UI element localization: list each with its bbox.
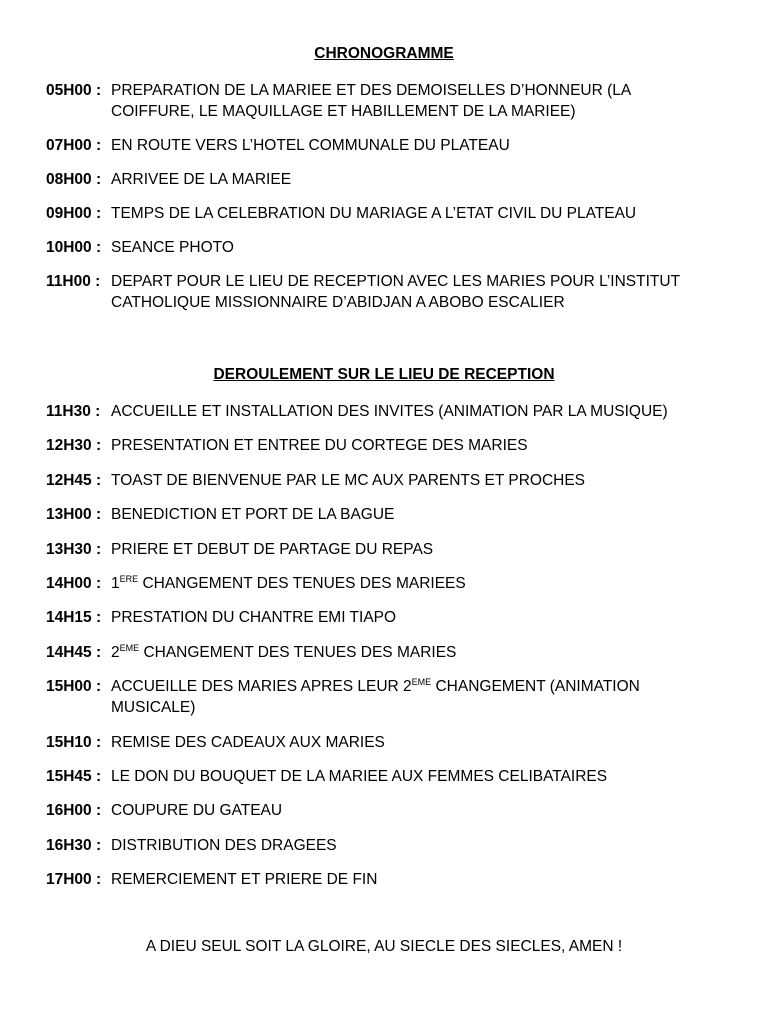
- schedule-entry: [46, 237, 746, 258]
- entry-text: MUSICALE): [111, 699, 196, 717]
- entry-text: PRESTATION DU CHANTRE EMI TIAPO: [111, 609, 397, 627]
- entry-description: [111, 506, 394, 523]
- entry-description: [111, 239, 234, 256]
- entry-time: 05H00 :: [46, 82, 102, 99]
- entry-description: [111, 575, 466, 592]
- reception-entry: [46, 504, 746, 525]
- entry-text: DEPART POUR LE LIEU DE RECEPTION AVEC LES MARIES POUR L’INSTITUT: [111, 273, 681, 290]
- schedule-entry: [46, 135, 746, 156]
- entry-text: ACCUEILLE ET INSTALLATION DES INVITES (ANIMATION PAR LA MUSIQUE): [111, 403, 668, 420]
- entry-description: [111, 802, 282, 819]
- entry-text: EN ROUTE VERS L’HOTEL COMMUNALE DU PLATEAU: [111, 137, 510, 154]
- entry-time: 12H30 :: [46, 437, 102, 455]
- entry-description: [111, 403, 668, 420]
- reception-entry: [46, 732, 746, 753]
- page-title: CHRONOGRAMME: [314, 45, 454, 62]
- reception-entry: [46, 435, 746, 456]
- entry-time: 14H15 :: [46, 609, 102, 627]
- entry-description: [111, 768, 607, 785]
- entry-text: CATHOLIQUE MISSIONNAIRE D’ABIDJAN A ABOBO ESCALIER: [111, 294, 565, 311]
- entry-description: [111, 82, 631, 120]
- entry-time: 14H00 :: [46, 574, 102, 592]
- closing-blessing: A DIEU SEUL SOIT LA GLOIRE, AU SIECLE DES SIECLES, AMEN !: [145, 938, 623, 955]
- entry-description: [111, 734, 385, 751]
- entry-description: [111, 472, 585, 489]
- reception-entry: [46, 642, 746, 663]
- entry-description: [111, 609, 396, 626]
- entry-time: 17H00 :: [46, 871, 102, 889]
- reception-entry: [46, 539, 746, 560]
- entry-time: 11H00 :: [46, 273, 101, 290]
- entry-text: PRIERE ET DEBUT DE PARTAGE DU REPAS: [111, 540, 434, 558]
- entry-description: [111, 678, 640, 716]
- reception-entry: [46, 800, 746, 821]
- entry-description: [111, 137, 510, 154]
- entry-text: CHANGEMENT DES TENUES DES MARIEES: [138, 574, 466, 592]
- reception-entry: [46, 573, 746, 594]
- entry-time: 13H00 :: [46, 506, 102, 524]
- entry-time: 16H30 :: [46, 836, 102, 854]
- entry-time: 09H00 :: [46, 205, 102, 222]
- entry-description: [111, 644, 456, 661]
- entry-time: 08H00 :: [46, 171, 102, 188]
- entry-text: REMISE DES CADEAUX AUX MARIES: [111, 733, 385, 751]
- entry-time: 11H30 :: [46, 403, 101, 420]
- entry-text: LE DON DU BOUQUET DE LA MARIEE AUX FEMMES CELIBATAIRES: [111, 767, 608, 785]
- entry-text: 2: [111, 643, 120, 661]
- reception-entry: [46, 470, 746, 491]
- schedule-list: [46, 80, 746, 326]
- entry-text: COUPURE DU GATEAU: [111, 802, 283, 820]
- entry-description: [111, 437, 528, 454]
- entry-text: PREPARATION DE LA MARIEE ET DES DEMOISELLES D’HONNEUR (LA: [111, 82, 632, 99]
- reception-title: DEROULEMENT SUR LE LIEU DE RECEPTION: [213, 366, 555, 383]
- entry-description: [111, 205, 636, 222]
- entry-description: [111, 273, 680, 311]
- entry-description: [111, 871, 377, 888]
- entry-text: CHANGEMENT DES TENUES DES MARIES: [139, 643, 457, 661]
- schedule-entry: [46, 80, 746, 122]
- entry-time: 15H45 :: [46, 767, 102, 785]
- entry-text: COIFFURE, LE MAQUILLAGE ET HABILLEMENT DE LA MARIEE): [111, 103, 576, 120]
- schedule-entry: [46, 203, 746, 224]
- reception-entry: [46, 766, 746, 787]
- entry-text: SEANCE PHOTO: [111, 239, 234, 256]
- reception-list: [46, 401, 746, 903]
- reception-entry: [46, 835, 746, 856]
- entry-description: [111, 837, 337, 854]
- entry-text: BENEDICTION ET PORT DE LA BAGUE: [111, 506, 395, 524]
- ordinal-superscript: EME: [119, 642, 140, 653]
- entry-time: 14H45 :: [46, 643, 102, 661]
- entry-text: TOAST DE BIENVENUE PAR LE MC AUX PARENTS ET PROCHES: [111, 471, 586, 489]
- entry-time: 15H10 :: [46, 733, 102, 751]
- reception-entry: [46, 401, 746, 422]
- entry-text: 1: [111, 574, 120, 592]
- entry-time: 13H30 :: [46, 540, 102, 558]
- ordinal-superscript: EME: [411, 677, 432, 688]
- entry-time: 07H00 :: [46, 137, 102, 154]
- entry-time: 16H00 :: [46, 802, 102, 820]
- entry-time: 12H45 :: [46, 471, 102, 489]
- entry-text: REMERCIEMENT ET PRIERE DE FIN: [111, 871, 378, 889]
- entry-text: TEMPS DE LA CELEBRATION DU MARIAGE A L’ETAT CIVIL DU PLATEAU: [111, 205, 637, 222]
- entry-text: ARRIVEE DE LA MARIEE: [111, 171, 292, 188]
- reception-entry: [46, 676, 746, 718]
- entry-text: PRESENTATION ET ENTREE DU CORTEGE DES MARIES: [111, 437, 528, 455]
- reception-entry: [46, 607, 746, 628]
- entry-time: 10H00 :: [46, 239, 102, 256]
- reception-entry: [46, 869, 746, 890]
- entry-text: DISTRIBUTION DES DRAGEES: [111, 836, 337, 854]
- schedule-entry: [46, 271, 746, 313]
- entry-time: 15H00 :: [46, 678, 102, 696]
- entry-text: ACCUEILLE DES MARIES APRES LEUR 2: [111, 678, 412, 696]
- entry-description: [111, 171, 291, 188]
- entry-text: CHANGEMENT (ANIMATION: [431, 678, 640, 696]
- ordinal-superscript: ERE: [119, 573, 139, 584]
- schedule-entry: [46, 169, 746, 190]
- entry-description: [111, 541, 433, 558]
